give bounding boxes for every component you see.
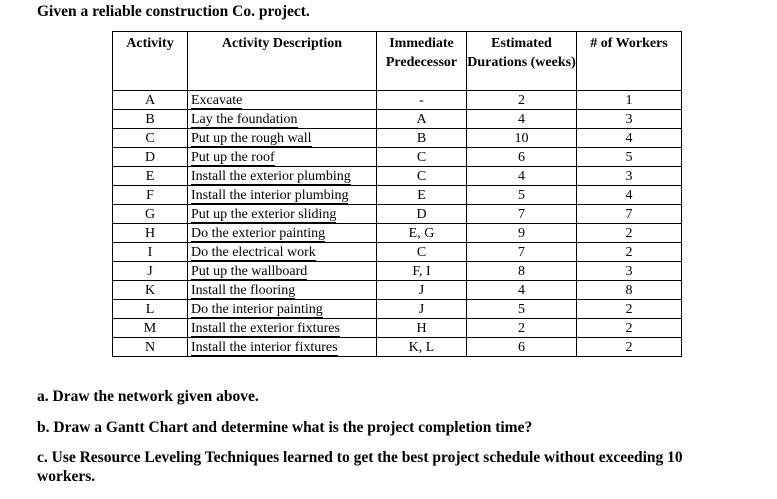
- cell-predecessor: H: [377, 319, 467, 338]
- table-row: [113, 91, 682, 110]
- cell-predecessor: A: [377, 110, 467, 129]
- cell-description: [188, 319, 377, 338]
- cell-description-text: Put up the wallboard: [191, 263, 308, 279]
- cell-workers: 1: [577, 91, 682, 110]
- cell-workers: 2: [577, 338, 682, 357]
- cell-duration: 8: [467, 262, 577, 281]
- cell-duration: 4: [467, 110, 577, 129]
- cell-description: [188, 186, 377, 205]
- question-c: c. Use Resource Leveling Techniques learned to get the best project schedule without exceeding 10 workers.: [37, 449, 683, 485]
- question-b: b. Draw a Gantt Chart and determine what is the project completion time?: [37, 419, 533, 436]
- table-row: [113, 243, 682, 262]
- cell-activity: B: [113, 110, 188, 129]
- cell-activity: M: [113, 319, 188, 338]
- table-row: [113, 224, 682, 243]
- cell-predecessor: B: [377, 129, 467, 148]
- cell-duration: 6: [467, 148, 577, 167]
- cell-activity: N: [113, 338, 188, 357]
- table-row: [113, 300, 682, 319]
- cell-predecessor: C: [377, 243, 467, 262]
- cell-workers: 2: [577, 319, 682, 338]
- cell-predecessor: K, L: [377, 338, 467, 357]
- cell-description: [188, 110, 377, 129]
- header-description: Activity Description: [188, 32, 377, 91]
- cell-workers: 2: [577, 300, 682, 319]
- cell-activity: D: [113, 148, 188, 167]
- cell-description-text: Install the flooring: [191, 282, 296, 298]
- cell-duration: 7: [467, 205, 577, 224]
- cell-duration: 2: [467, 319, 577, 338]
- cell-description: [188, 262, 377, 281]
- document-title: Given a reliable construction Co. project.: [37, 3, 310, 20]
- table-row: [113, 205, 682, 224]
- cell-predecessor: C: [377, 148, 467, 167]
- table-row: [113, 186, 682, 205]
- cell-predecessor: E, G: [377, 224, 467, 243]
- cell-workers: 7: [577, 205, 682, 224]
- cell-predecessor: E: [377, 186, 467, 205]
- header-workers: # of Workers: [577, 32, 682, 91]
- cell-description-text: Excavate: [191, 92, 243, 108]
- cell-predecessor: J: [377, 300, 467, 319]
- cell-activity: L: [113, 300, 188, 319]
- cell-description: [188, 243, 377, 262]
- cell-description-text: Do the interior painting: [191, 301, 323, 317]
- cell-activity: C: [113, 129, 188, 148]
- cell-description-text: Lay the foundation: [191, 111, 298, 127]
- cell-description: [188, 205, 377, 224]
- cell-predecessor: J: [377, 281, 467, 300]
- cell-workers: 3: [577, 110, 682, 129]
- table-row: [113, 148, 682, 167]
- table-row: [113, 319, 682, 338]
- table-row: [113, 167, 682, 186]
- cell-workers: 3: [577, 167, 682, 186]
- cell-description-text: Install the interior plumbing: [191, 187, 349, 203]
- cell-duration: 7: [467, 243, 577, 262]
- cell-duration: 2: [467, 91, 577, 110]
- cell-workers: 4: [577, 129, 682, 148]
- cell-description-text: Install the exterior fixtures: [191, 320, 340, 336]
- cell-activity: A: [113, 91, 188, 110]
- cell-workers: 4: [577, 186, 682, 205]
- cell-activity: E: [113, 167, 188, 186]
- cell-workers: 2: [577, 224, 682, 243]
- cell-description-text: Put up the roof: [191, 149, 275, 165]
- table-row: [113, 262, 682, 281]
- cell-duration: 9: [467, 224, 577, 243]
- cell-activity: I: [113, 243, 188, 262]
- cell-description-text: Install the interior fixtures: [191, 339, 338, 355]
- cell-description-text: Put up the rough wall: [191, 130, 312, 146]
- cell-description: [188, 338, 377, 357]
- question-a: a. Draw the network given above.: [37, 388, 259, 405]
- cell-activity: H: [113, 224, 188, 243]
- cell-predecessor: -: [377, 91, 467, 110]
- cell-description-text: Do the electrical work: [191, 244, 316, 260]
- cell-workers: 3: [577, 262, 682, 281]
- cell-duration: 10: [467, 129, 577, 148]
- table-header-row: [113, 32, 682, 91]
- cell-activity: F: [113, 186, 188, 205]
- table-row: [113, 110, 682, 129]
- cell-description-text: Install the exterior plumbing: [191, 168, 351, 184]
- cell-description: [188, 224, 377, 243]
- cell-activity: G: [113, 205, 188, 224]
- cell-workers: 5: [577, 148, 682, 167]
- header-duration: Estimated Durations (weeks): [467, 32, 577, 91]
- questions: [37, 387, 737, 486]
- header-activity: Activity: [113, 32, 188, 91]
- activity-table: [112, 31, 682, 357]
- cell-predecessor: D: [377, 205, 467, 224]
- cell-description: [188, 91, 377, 110]
- cell-description: [188, 148, 377, 167]
- cell-description: [188, 300, 377, 319]
- cell-description: [188, 167, 377, 186]
- cell-description: [188, 129, 377, 148]
- cell-duration: 6: [467, 338, 577, 357]
- cell-predecessor: F, I: [377, 262, 467, 281]
- table-row: [113, 129, 682, 148]
- cell-duration: 5: [467, 300, 577, 319]
- header-predecessor: Immediate Predecessor: [377, 32, 467, 91]
- cell-description-text: Do the exterior painting: [191, 225, 326, 241]
- cell-duration: 5: [467, 186, 577, 205]
- table-body: [113, 91, 682, 357]
- table-row: [113, 281, 682, 300]
- cell-duration: 4: [467, 281, 577, 300]
- cell-workers: 2: [577, 243, 682, 262]
- table-row: [113, 338, 682, 357]
- cell-workers: 8: [577, 281, 682, 300]
- cell-activity: K: [113, 281, 188, 300]
- cell-activity: J: [113, 262, 188, 281]
- cell-description-text: Put up the exterior sliding: [191, 206, 337, 222]
- cell-description: [188, 281, 377, 300]
- cell-duration: 4: [467, 167, 577, 186]
- cell-predecessor: C: [377, 167, 467, 186]
